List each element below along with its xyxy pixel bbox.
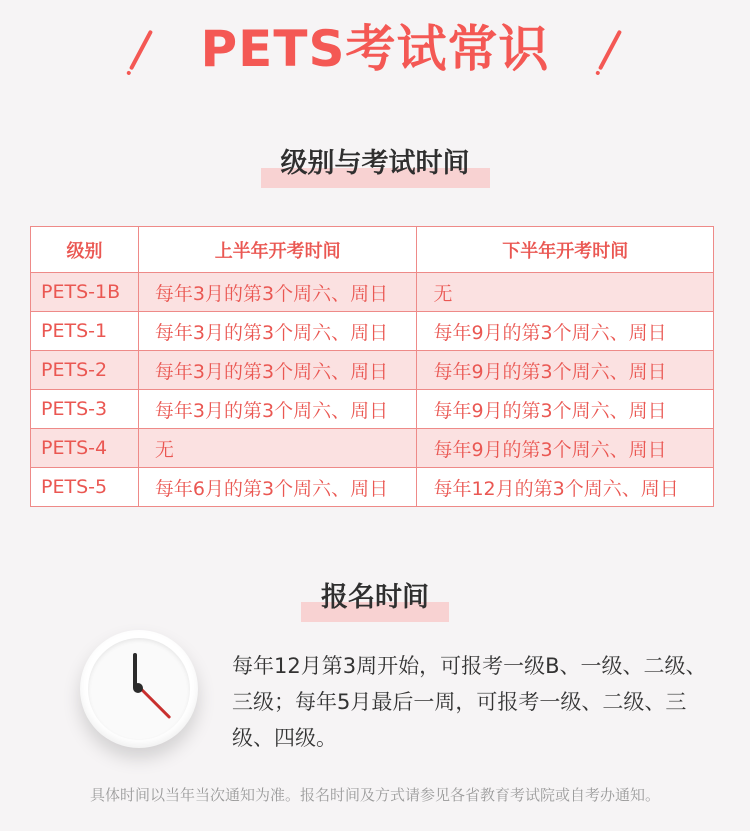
- cell-second-half: 每年9月的第3个周六、周日: [417, 312, 714, 351]
- cell-first-half: 每年3月的第3个周六、周日: [138, 390, 417, 429]
- cell-level: PETS-2: [31, 351, 139, 390]
- cell-level: PETS-1B: [31, 273, 139, 312]
- cell-first-half: 无: [138, 429, 417, 468]
- footnote: 具体时间以当年当次通知为准。报名时间及方式请参见各省教育考试院或自考办通知。: [89, 786, 660, 804]
- table-row: [31, 390, 714, 429]
- cell-first-half: 每年6月的第3个周六、周日: [138, 468, 417, 507]
- cell-level: PETS-5: [31, 468, 139, 507]
- registration-description: 每年12月第3周开始，可报考一级B、一级、二级、三级；每年5月最后一周，可报考一级、二级、三级、四级。: [232, 654, 707, 750]
- table-row: [31, 429, 714, 468]
- header-first-half: 上半年开考时间: [138, 227, 417, 273]
- cell-second-half: 每年9月的第3个周六、周日: [417, 429, 714, 468]
- section-heading-levels: [0, 146, 750, 182]
- cell-level: PETS-1: [31, 312, 139, 351]
- clock-illustration: [40, 600, 250, 770]
- table-row: [31, 468, 714, 507]
- page-title-text: PETS考试常识: [200, 20, 550, 78]
- clock-center-pin: [133, 683, 143, 693]
- cell-second-half: 每年9月的第3个周六、周日: [417, 351, 714, 390]
- header-level: 级别: [31, 227, 139, 273]
- cell-level: PETS-4: [31, 429, 139, 468]
- cell-second-half: 每年12月的第3个周六、周日: [417, 468, 714, 507]
- exam-schedule-table: [30, 226, 714, 507]
- table-row: [31, 273, 714, 312]
- table-header-row: [31, 227, 714, 273]
- cell-level: PETS-3: [31, 390, 139, 429]
- section-heading-levels-text: 级别与考试时间: [273, 146, 478, 182]
- page-title: [0, 14, 750, 84]
- cell-second-half: 无: [417, 273, 714, 312]
- table-row: [31, 312, 714, 351]
- cell-first-half: 每年3月的第3个周六、周日: [138, 312, 417, 351]
- clock-icon: [80, 630, 198, 748]
- cell-first-half: 每年3月的第3个周六、周日: [138, 273, 417, 312]
- clock-minute-hand: [138, 686, 171, 719]
- section-heading-registration-text: 报名时间: [313, 580, 437, 616]
- table-row: [31, 351, 714, 390]
- header-second-half: 下半年开考时间: [417, 227, 714, 273]
- cell-second-half: 每年9月的第3个周六、周日: [417, 390, 714, 429]
- cell-first-half: 每年3月的第3个周六、周日: [138, 351, 417, 390]
